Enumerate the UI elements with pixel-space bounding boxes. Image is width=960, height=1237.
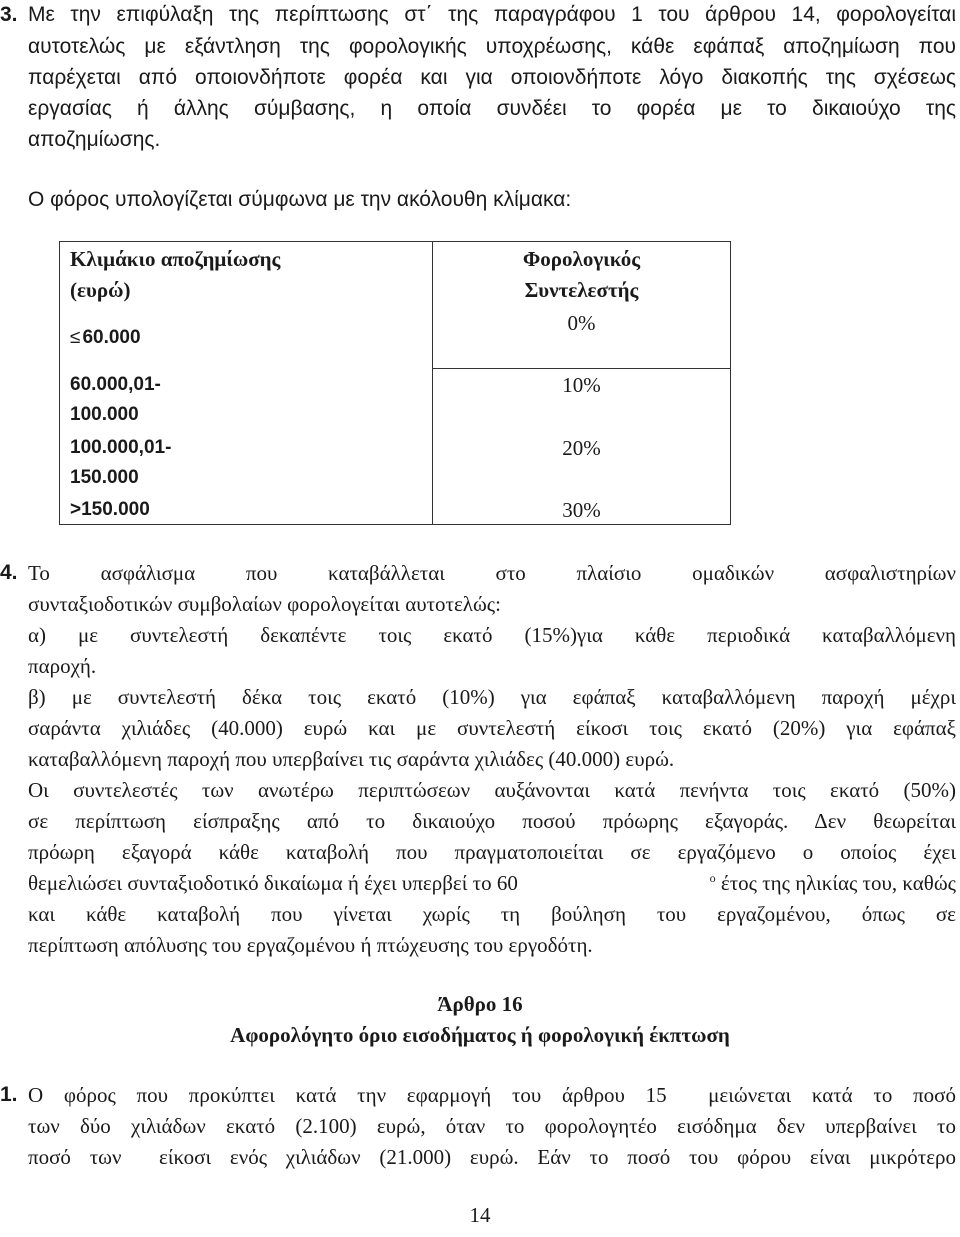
text-line: περίπτωση απόλυσης του εργαζομένου ή πτώχευσης του εργοδότη. (28, 933, 593, 957)
text-line: παροχή. (28, 654, 97, 678)
rate-value: 10% (562, 373, 601, 397)
text-line: συνταξιοδοτικών συμβολαίων φορολογείται αυτοτελώς: (28, 592, 501, 616)
paragraph-number: 4. (0, 561, 18, 584)
table-border-mid (432, 368, 731, 369)
header-rate: Φορολογικός (522, 247, 641, 271)
text-line: Οι συντελεστές των ανωτέρω περιπτώσεων αυξάνονται κατά πενήντα τοις εκατό (50%) (28, 778, 956, 802)
table-border-left (59, 241, 60, 525)
bracket-value-end: 100.000 (70, 404, 139, 425)
table-border-right (730, 241, 731, 525)
bracket-value: 60.000,01- (70, 374, 161, 395)
text-line: αποζημίωσης. (28, 128, 161, 151)
table-row (70, 323, 141, 353)
table-border-top (59, 241, 731, 242)
text-line: εργασίας ή άλλης σύμβασης, η οποία συνδέει το φορέα με το δικαιούχο της (28, 97, 956, 120)
text-segment-tail (710, 868, 956, 898)
text-line: αυτοτελώς με εξάντληση της φορολογικής υποχρέωσης, κάθε εφάπαξ αποζημίωση που (28, 35, 956, 58)
less-equal-symbol: ≤ (70, 327, 81, 348)
text-line (28, 868, 956, 898)
text-line: παρέχεται από οποιονδήποτε φορέα και για οποιονδήποτε λόγο διακοπής της σχέσεως (28, 66, 956, 89)
text-segment: θεμελιώσει συνταξιοδοτικό δικαίωμα ή έχει υπερβεί το 60 (28, 871, 518, 895)
article-subtitle: Αφορολόγητο όριο εισοδήματος ή φορολογική έκπτωση (230, 1023, 730, 1047)
text-line: πρόωρη εξαγορά κάθε καταβολή που πραγματοποιείται σε εργαζόμενο ο οποίος έχει (28, 840, 956, 864)
text-line: β) με συντελεστή δέκα τοις εκατό (10%) για εφάπαξ καταβαλλόμενη παροχή μέχρι (28, 685, 956, 709)
text-line: Το ασφάλισμα που καταβάλλεται στο πλαίσιο ομαδικών ασφαλιστηρίων (28, 561, 956, 585)
text-line: Ο φόρος που προκύπτει κατά την εφαρμογή του άρθρου 15 μειώνεται κατά το ποσό (28, 1083, 956, 1107)
text-line: ποσό των είκοσι ενός χιλιάδων (21.000) ευρώ. Εάν το ποσό του φόρου είναι μικρότερο (28, 1145, 956, 1169)
page-number: 14 (469, 1203, 491, 1227)
article-title: Άρθρο 16 (437, 992, 523, 1016)
header-bracket-unit: (ευρώ) (70, 278, 131, 302)
ordinal-superscript: ο (709, 871, 716, 885)
text-line: και κάθε καταβολή που γίνεται χωρίς τη βούληση του εργαζομένου, όπως σε (28, 902, 956, 926)
rate-value: 30% (562, 498, 601, 522)
bracket-value: 60.000 (82, 327, 141, 348)
text-segment: έτος της ηλικίας του, καθώς (715, 871, 956, 895)
text-line: α) με συντελεστή δεκαπέντε τοις εκατό (15%)για κάθε περιοδικά καταβαλλόμενη (28, 623, 956, 647)
bracket-value-end: 150.000 (70, 467, 139, 488)
scale-intro: Ο φόρος υπολογίζεται σύμφωνα με την ακόλουθη κλίμακα: (28, 188, 572, 211)
bracket-value: 100.000,01- (70, 437, 172, 458)
rate-value: 20% (562, 436, 601, 460)
header-rate-2: Συντελεστής (524, 278, 639, 302)
rate-value: 0% (567, 311, 596, 335)
text-line: σαράντα χιλιάδες (40.000) ευρώ και με συντελεστή είκοσι τοις εκατό (20%) για εφάπαξ (28, 716, 956, 740)
text-line: καταβαλλόμενη παροχή που υπερβαίνει τις σαράντα χιλιάδες (40.000) ευρώ. (28, 747, 675, 771)
header-bracket: Κλιμάκιο αποζημίωσης (70, 247, 281, 271)
paragraph-number: 1. (0, 1083, 18, 1106)
bracket-value: >150.000 (70, 499, 150, 520)
text-line: των δύο χιλιάδων εκατό (2.100) ευρώ, όταν το φορολογητέο εισόδημα δεν υπερβαίνει το (28, 1114, 956, 1138)
text-line: Με την επιφύλαξη της περίπτωσης στ΄ της παραγράφου 1 του άρθρου 14, φορολογείται (28, 3, 956, 26)
paragraph-number: 3. (0, 3, 18, 26)
text-line: σε περίπτωση είσπραξης από το δικαιούχο ποσού πρόωρης εξαγοράς. Δεν θεωρείται (28, 809, 956, 833)
